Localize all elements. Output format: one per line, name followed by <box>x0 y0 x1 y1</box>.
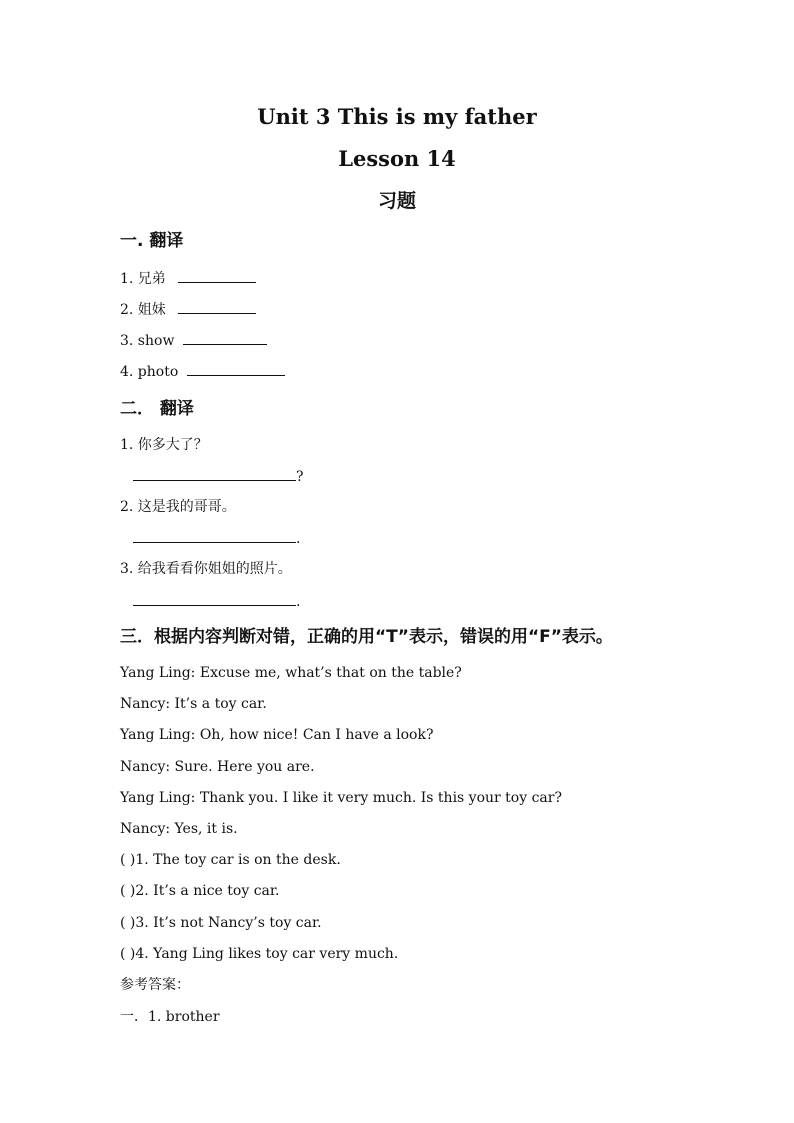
lesson-title: Lesson 14 <box>338 146 456 171</box>
item-text: 2. 姐妹 <box>120 302 166 318</box>
section3-heading: 三．根据内容判断对错，正确的用“T”表示，错误的用“F”表示。 <box>120 627 613 647</box>
dialogue-line: Nancy: It’s a toy car. <box>120 696 267 712</box>
section2-heading: 二． 翻译 <box>120 399 194 419</box>
item-text: 1. 兄弟 <box>120 271 166 287</box>
end-punct: . <box>296 531 301 547</box>
answers-heading: 参考答案： <box>120 977 190 993</box>
tf-question-3[interactable]: ( )3. It’s not Nancy’s toy car. <box>120 915 322 931</box>
answer-blank[interactable] <box>178 299 256 314</box>
tf-question-2[interactable]: ( )2. It’s a nice toy car. <box>120 883 280 899</box>
exercise-title: 习题 <box>377 190 416 212</box>
section1-item-2 <box>120 299 256 320</box>
tf-question-4[interactable]: ( )4. Yang Ling likes toy car very much. <box>120 946 399 962</box>
tf-question-1[interactable]: ( )1. The toy car is on the desk. <box>120 852 341 868</box>
answer-blank[interactable] <box>133 591 296 606</box>
answer-blank[interactable] <box>133 528 296 543</box>
end-punct: ? <box>296 469 304 485</box>
section2-answer-3 <box>133 591 300 612</box>
unit-title: Unit 3 This is my father <box>257 104 537 129</box>
section1-item-1 <box>120 268 256 289</box>
section2-answer-1 <box>133 466 304 487</box>
dialogue-line: Nancy: Sure. Here you are. <box>120 759 315 775</box>
item-text: 3. show <box>120 333 175 349</box>
section1-item-4 <box>120 361 285 382</box>
end-punct: . <box>296 594 301 610</box>
dialogue-line: Yang Ling: Excuse me, what’s that on the table? <box>120 665 462 681</box>
answer-blank[interactable] <box>133 466 296 481</box>
answer-blank[interactable] <box>183 330 267 345</box>
dialogue-line: Yang Ling: Oh, how nice! Can I have a look? <box>120 727 434 743</box>
section2-prompt-2: 2. 这是我的哥哥。 <box>120 499 236 515</box>
section2-prompt-3: 3. 给我看看你姐姐的照片。 <box>120 561 292 577</box>
section2-prompt-1: 1. 你多大了？ <box>120 437 208 453</box>
answer-blank[interactable] <box>187 361 285 376</box>
dialogue-line: Nancy: Yes, it is. <box>120 821 238 837</box>
answer-blank[interactable] <box>178 268 256 283</box>
item-text: 4. photo <box>120 364 179 380</box>
dialogue-line: Yang Ling: Thank you. I like it very much. Is this your toy car? <box>120 790 562 806</box>
answers-first-line: 一．1. brother <box>120 1009 220 1025</box>
section1-heading: 一. 翻译 <box>120 231 184 251</box>
section1-item-3 <box>120 330 267 351</box>
section2-answer-2 <box>133 528 300 549</box>
